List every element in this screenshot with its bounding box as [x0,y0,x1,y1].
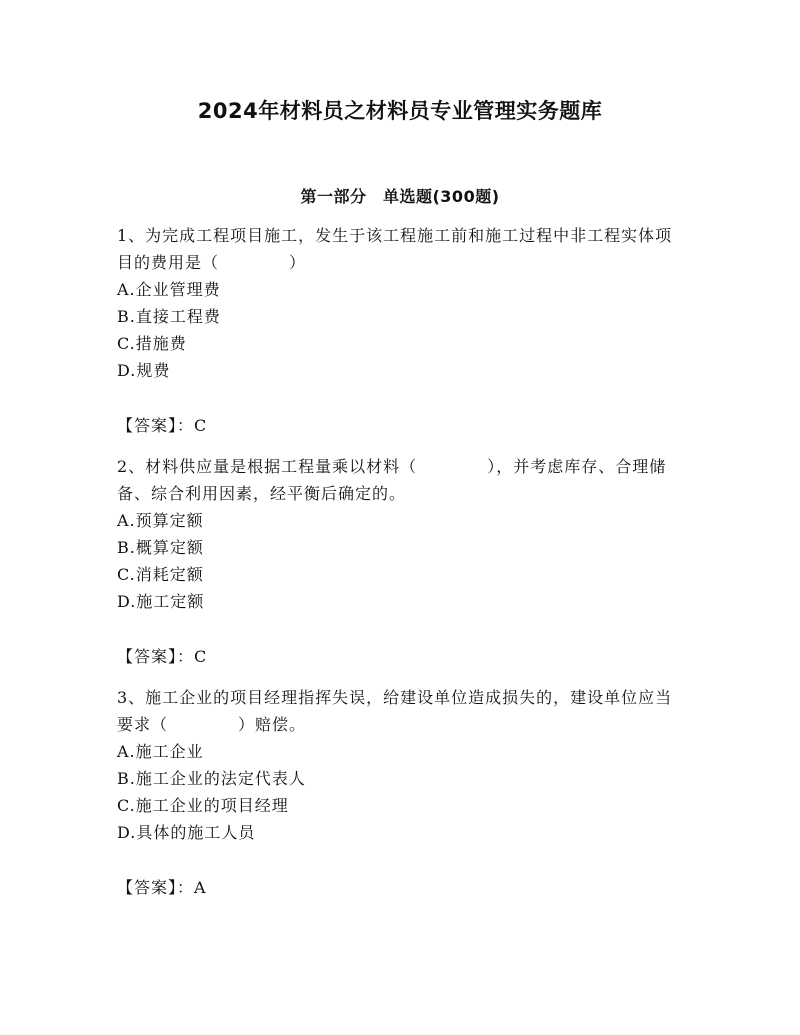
question-stem [117,222,685,276]
option-a: A.施工企业 [117,742,204,761]
question-stem-text-end: ） [289,253,307,272]
option-b: B.概算定额 [117,538,204,557]
option-c: C.消耗定额 [117,565,204,584]
answer-value: A [194,878,207,897]
answer-value: C [194,647,208,666]
question-stem-text: 3、施工企业的项目经理指挥失误，给建设单位造成损失的，建设单位应当要求（ [117,688,673,734]
document-title: 2024年材料员之材料员专业管理实务题库 [197,99,603,123]
question-stem-text-end: ），并考虑库存、合理储备、综合利用因素，经平衡后确定的。 [117,457,667,503]
question-2 [117,453,685,670]
question-stem-text-end: ）赔偿。 [238,715,307,734]
question-stem-text: 1、为完成工程项目施工，发生于该工程施工前和施工过程中非工程实体项目的费用是（ [117,226,673,272]
option-d: D.规费 [117,361,171,380]
option-d: D.具体的施工人员 [117,823,256,842]
option-a: A.企业管理费 [117,280,221,299]
option-b: B.直接工程费 [117,307,221,326]
question-1 [117,222,685,439]
answer-label: 【答案】： [117,647,195,666]
answer-line [117,874,685,901]
answer-value: C [194,416,208,435]
answer-label: 【答案】： [117,416,195,435]
section-title: 第一部分 单选题(300题) [300,187,500,206]
option-d: D.施工定额 [117,592,205,611]
question-stem-text: 2、材料供应量是根据工程量乘以材料（ [117,457,418,476]
answer-line [117,412,685,439]
question-3 [117,684,685,901]
option-c: C.措施费 [117,334,187,353]
answer-line [117,643,685,670]
option-c: C.施工企业的项目经理 [117,796,289,815]
answer-label: 【答案】： [117,878,195,897]
option-b: B.施工企业的法定代表人 [117,769,306,788]
option-a: A.预算定额 [117,511,204,530]
question-stem [117,453,685,507]
question-stem [117,684,685,738]
